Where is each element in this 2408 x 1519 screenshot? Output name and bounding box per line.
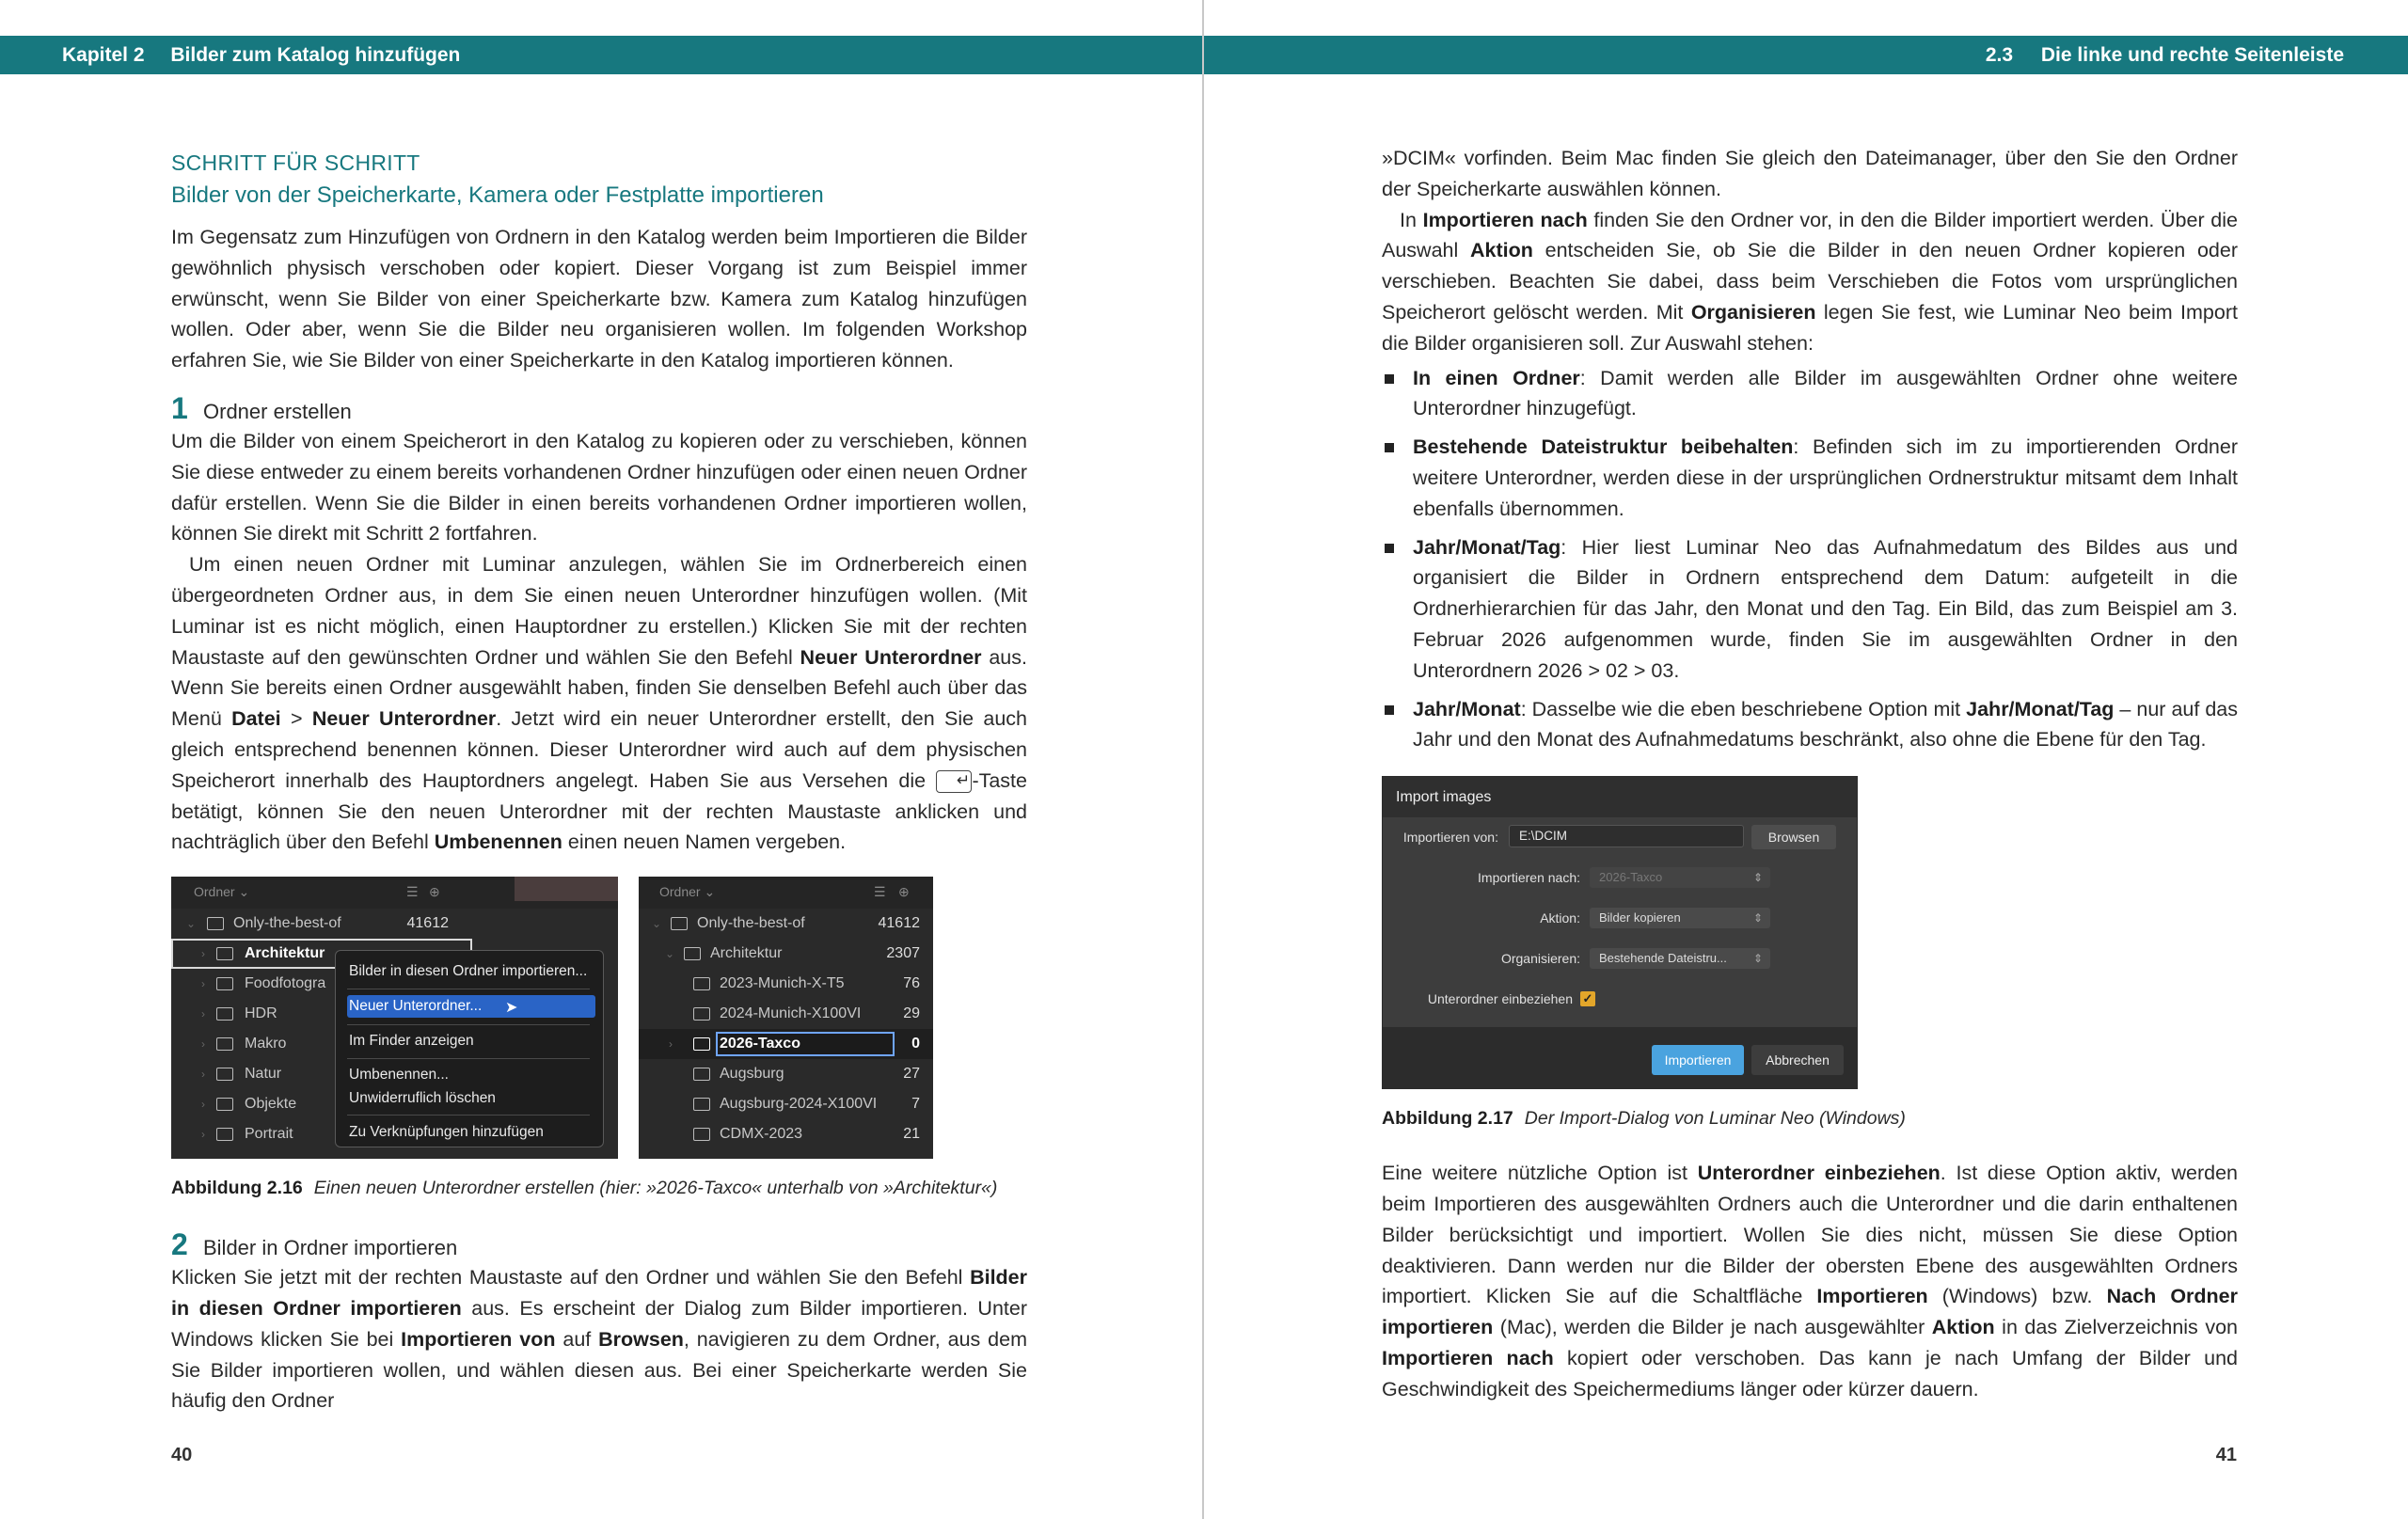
tree-row[interactable]: › Objekte	[201, 1096, 297, 1113]
action-label: Aktion:	[1540, 910, 1580, 926]
figure-caption: Abbildung 2.17 Der Import-Dialog von Luminar Neo (Windows)	[1382, 1108, 1906, 1130]
left-page	[171, 149, 1027, 1416]
enter-key-icon: ↵	[936, 770, 972, 793]
import-to-select[interactable]: 2026-Taxco ⇕	[1590, 867, 1770, 888]
workshop-heading: Bilder von der Speicherkarte, Kamera oder Festplatte importieren	[171, 182, 824, 208]
menu-item-add-shortcut[interactable]: Zu Verknüpfungen hinzufügen	[349, 1124, 544, 1141]
import-from-field[interactable]: E:\DCIM	[1509, 825, 1744, 847]
list-item: In einen Ordner: Damit werden alle Bilder im ausgewählten Ordner ohne weitere Unterordner hinzugefügt.	[1382, 363, 2238, 425]
right-page	[1382, 143, 2238, 1405]
paragraph-2: In Importieren nach finden Sie den Ordner vor, in den die Bilder importiert werden. Über die Auswahl Aktion entscheiden Sie, ob Sie die Bilder in den neuen Ordner kopieren oder verschieben. Beachten Sie dabei, dass beim Verschieben die Fotos vom ursprünglichen Speicherort gelöscht werden. Mit Organisieren legen Sie fest, wie Luminar Neo beim Import die Bilder organisieren soll. Zur Auswahl stehen:	[1382, 208, 2238, 355]
list-item: Jahr/Monat/Tag: Hier liest Luminar Neo das Aufnahmedatum des Bildes aus und organisiert die Bilder in Ordnern entsprechend dem Datum: aufgeteilt in die Ordnerhierarchien für das Jahr, den Monat und den Tag. Ein Bild, das zum Beispiel am 3. Februar 2026 aufgenommen wurde, finden Sie im ausgewählten Ordner in den Unterordnern 2026 > 02 > 03.	[1382, 532, 2238, 687]
organize-select[interactable]: Bestehende Dateistru... ⇕	[1590, 948, 1770, 969]
sort-icon: ☰	[406, 884, 419, 900]
menu-separator	[347, 1058, 590, 1059]
cancel-button[interactable]: Abbrechen	[1751, 1045, 1844, 1075]
sort-icon: ☰	[874, 884, 886, 900]
folder-panel-title: Ordner ⌄	[194, 884, 250, 900]
folder-icon	[207, 917, 224, 930]
tree-row-editing[interactable]: › 2026-Taxco 0	[639, 1029, 933, 1059]
chevron-updown-icon: ⇕	[1752, 952, 1763, 966]
new-subfolder-screenshot	[639, 877, 933, 1159]
action-select[interactable]: Bilder kopieren ⇕	[1590, 908, 1770, 928]
include-subfolders-checkbox[interactable]: ✓	[1580, 991, 1595, 1006]
context-menu-screenshot	[171, 877, 618, 1159]
section-title: Die linke und rechte Seitenleiste	[2040, 44, 2344, 66]
step-1-paragraph-1: Um die Bilder von einem Speicherort in den Katalog zu kopieren oder zu verschieben, können Sie diese entweder zu einem bereits vorhandenen Ordner hinzufügen oder einen neuen Ordner dafür erstellen. Wenn Sie die Bilder in einen bereits vorhandenen Ordner importieren wollen, können Sie direkt mit Schritt 2 fortfahren.	[171, 429, 1027, 546]
folder-icon	[216, 1098, 233, 1111]
step-2-paragraph: Klicken Sie jetzt mit der rechten Maustaste auf den Ordner und wählen Sie den Befehl Bilder in diesen Ordner importieren aus. Es erscheint der Dialog zum Bilder importieren. Unter Windows klicken Sie bei Importieren von auf Browsen, navigieren zu dem Ordner, aus dem Sie Bilder importieren wollen, und wählen diesen aus. Bei einer Speicherkarte werden Sie häufig den Ordner	[171, 1266, 1027, 1413]
menu-separator	[347, 1115, 590, 1116]
import-dialog-screenshot	[1382, 776, 1858, 1089]
folder-icon	[216, 947, 233, 960]
step-title: Ordner erstellen	[203, 399, 352, 423]
menu-item-new-subfolder[interactable]: Neuer Unterordner...	[347, 995, 595, 1018]
folder-icon	[216, 1007, 233, 1021]
chevron-right-icon: ›	[201, 947, 205, 961]
folder-icon	[693, 1037, 710, 1051]
step-1-heading	[171, 391, 1027, 426]
intro-paragraph: Im Gegensatz zum Hinzufügen von Ordnern in den Katalog werden beim Importieren die Bilder gewöhnlich physisch verschoben oder kopiert. Dieser Vorgang ist zum Beispiel immer erwünscht, wenn Sie Bilder von einer Speicherkarte bzw. Kamera zum Katalog hinzufügen wollen. Oder aber, wenn Sie die Bilder neu organisieren wollen. Im folgenden Workshop erfahren Sie, wie Sie Bilder von einer Speicherkarte in den Katalog importieren können.	[171, 226, 1027, 372]
option-list	[1382, 363, 2238, 756]
chevron-updown-icon: ⇕	[1752, 911, 1763, 926]
tree-row[interactable]: CDMX-2023 21	[639, 1119, 933, 1149]
folder-icon	[216, 1068, 233, 1081]
dialog-title: Import images	[1383, 777, 1857, 817]
tree-row[interactable]: › Makro	[201, 1036, 287, 1052]
folder-icon	[216, 1128, 233, 1141]
list-item: Bestehende Dateistruktur beibehalten: Befinden sich im zu importierenden Ordner weitere Unterordner, werden diese in der ursprünglichen Ordnerstruktur mitsamt dem Inhalt ebenfalls übernommen.	[1382, 432, 2238, 524]
chevron-down-icon: ⌄	[186, 917, 197, 931]
step-1-paragraph-2: Um einen neuen Ordner mit Luminar anzulegen, wählen Sie im Ordnerbereich einen übergeordneten Ordner aus, in dem Sie einen neuen Unterordner hinzufügen wollen. (Mit Luminar ist es nicht möglich, einen Hauptordner zu erstellen.) Klicken Sie mit der rechten Maustaste auf den gewünschten Ordner und wählen Sie den Befehl Neuer Unterordner aus. Wenn Sie bereits einen Ordner ausgewählt haben, finden Sie denselben Befehl auch über das Menü Datei > Neuer Unterordner. Jetzt wird ein neuer Unterordner erstellt, den Sie auch gleich entsprechend benennen können. Dieser Unterordner wird auch auf dem physischen Speicherort innerhalb des Hauptordners angelegt. Haben Sie aus Versehen die ↵ -Taste betätigt, können Sie den neuen Unterordner mit der rechten Maustaste anklicken und nachträglich über den Befehl Umbenennen einen neuen Namen vergeben.	[171, 553, 1027, 854]
tree-row[interactable]: › Natur	[201, 1066, 282, 1083]
thumbnail-strip	[515, 877, 618, 901]
import-to-label: Importieren nach:	[1478, 870, 1580, 886]
folder-icon	[693, 1098, 710, 1111]
organize-label: Organisieren:	[1500, 951, 1580, 967]
step-title: Bilder in Ordner importieren	[203, 1236, 458, 1260]
folder-icon	[693, 1068, 710, 1081]
workshop-kicker: SCHRITT FÜR SCHRITT	[171, 150, 420, 175]
menu-item-show-in-finder[interactable]: Im Finder anzeigen	[349, 1033, 474, 1050]
tree-row[interactable]: Augsburg-2024-X100VI 7	[639, 1089, 933, 1119]
header-left	[62, 36, 460, 74]
folder-icon	[671, 917, 688, 930]
tree-row[interactable]: Augsburg 27	[639, 1059, 933, 1089]
folder-icon	[216, 977, 233, 990]
chapter-title: Bilder zum Katalog hinzufügen	[170, 44, 461, 66]
menu-item-import[interactable]: Bilder in diesen Ordner importieren...	[349, 963, 588, 980]
tree-row[interactable]: 2024-Munich-X100VI 29	[639, 999, 933, 1029]
folder-icon	[693, 1128, 710, 1141]
add-folder-icon: ⊕	[898, 884, 910, 900]
tree-row-selected[interactable]: › Architektur	[171, 939, 472, 969]
page-number-right: 41	[2215, 1445, 2237, 1465]
add-folder-icon: ⊕	[429, 884, 440, 900]
figure-2-16	[171, 877, 1027, 1159]
import-button[interactable]: Importieren	[1652, 1045, 1744, 1075]
list-item: Jahr/Monat: Dasselbe wie die eben beschriebene Option mit Jahr/Monat/Tag – nur auf das Jahr und den Monat des Aufnahmedatums beschränkt, also ohne die Ebene für den Tag.	[1382, 694, 2238, 756]
section-number: 2.3	[1985, 44, 2014, 66]
tree-row[interactable]: ⌄ Architektur 2307	[665, 945, 920, 962]
menu-separator	[347, 1024, 590, 1025]
chapter-number: Kapitel 2	[62, 44, 145, 66]
dialog-footer	[1383, 1027, 1857, 1088]
browse-button[interactable]: Browsen	[1751, 825, 1836, 849]
tree-root-row[interactable]: ⌄ Only-the-best-of 41612	[171, 909, 618, 939]
tree-row[interactable]: › Foodfotogra	[201, 975, 326, 992]
running-header	[0, 36, 2408, 74]
tree-row[interactable]: › Portrait	[201, 1126, 293, 1143]
page-spine	[1202, 0, 1204, 1519]
page-number-left: 40	[171, 1445, 193, 1465]
folder-icon	[216, 1037, 233, 1051]
folder-panel-header	[171, 877, 618, 909]
tree-root-row[interactable]: ⌄ Only-the-best-of 41612	[652, 915, 920, 932]
tree-row[interactable]: › HDR	[201, 1005, 277, 1022]
folder-icon	[684, 947, 701, 960]
folder-icon	[693, 1007, 710, 1021]
mouse-cursor-icon: ➤	[505, 1000, 518, 1017]
paragraph-3: Eine weitere nützliche Option ist Unterordner einbeziehen. Ist diese Option aktiv, werden beim Importieren des ausgewählten Ordners auch die Unterordner und die darin enthaltenen Bilder berücksichtigt und importiert. Wollen Sie dies nicht, müssen Sie diese Option deaktivieren. Dann werden nur die Bilder der obersten Ebene des ausgewählten Ordners importiert. Klicken Sie auf die Schaltfläche Importieren (Windows) bzw. Nach Ordner importieren (Mac), werden die Bilder je nach ausgewählter Aktion in das Zielverzeichnis von Importieren nach kopiert oder verschoben. Das kann je nach Umfang der Bilder und Geschwindigkeit des Speichermediums länger oder kürzer dauern.	[1382, 1162, 2239, 1400]
folder-icon	[693, 977, 710, 990]
step-2-heading	[171, 1227, 1027, 1262]
folder-panel-header: Ordner ⌄ ☰ ⊕	[639, 877, 933, 909]
include-subfolders-label: Unterordner einbeziehen	[1427, 991, 1573, 1007]
step-number: 2	[171, 1227, 188, 1262]
paragraph-1: »DCIM« vorfinden. Beim Mac finden Sie gleich den Dateimanager, über den Sie den Ordner der Speicherkarte auswählen können.	[1382, 147, 2238, 200]
menu-item-rename[interactable]: Umbenennen...	[349, 1067, 449, 1084]
tree-row[interactable]: 2023-Munich-X-T5 76	[639, 969, 933, 999]
context-menu	[335, 950, 604, 1147]
figure-caption: Abbildung 2.16 Einen neuen Unterordner erstellen (hier: »2026-Taxco« unterhalb von »Architektur«)	[171, 1178, 998, 1199]
header-right	[1986, 36, 2344, 74]
chevron-updown-icon: ⇕	[1752, 871, 1763, 885]
import-from-label: Importieren von:	[1402, 830, 1498, 846]
step-number: 1	[171, 390, 188, 425]
folder-name-input[interactable]: 2026-Taxco	[716, 1032, 895, 1056]
menu-item-delete[interactable]: Unwiderruflich löschen	[349, 1090, 496, 1107]
